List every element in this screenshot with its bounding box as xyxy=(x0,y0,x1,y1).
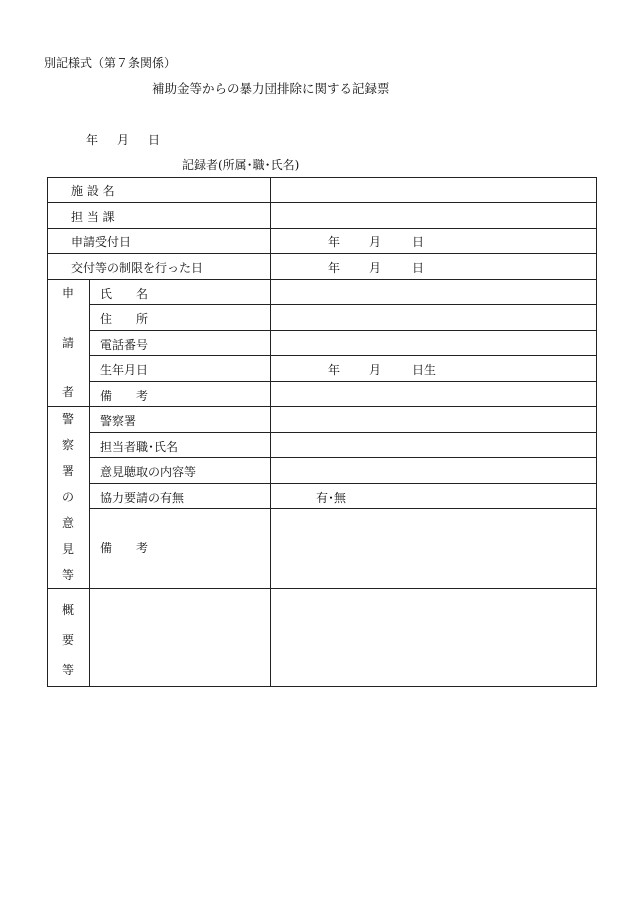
police-cooperation-label: 協力要請の有無 xyxy=(100,491,185,505)
recorder-label: 記録者(所属･職･氏名) xyxy=(182,158,300,172)
record-date-year: 年 xyxy=(86,133,99,147)
applicant-phone-label: 電話番号 xyxy=(100,338,149,352)
record-date-day: 日 xyxy=(148,133,161,147)
summary-group-char-2: 要 xyxy=(61,633,74,647)
birthdate-day: 日生 xyxy=(412,363,437,377)
applicant-group-char-1: 申 xyxy=(61,286,74,300)
police-group-char-3: 署 xyxy=(61,464,74,478)
document-title: 補助金等からの暴力団排除に関する記録票 xyxy=(152,81,390,96)
police-group-char-5: 意 xyxy=(61,516,74,530)
applicant-birthdate-label: 生年月日 xyxy=(100,363,149,377)
application-date-day: 日 xyxy=(412,235,425,249)
application-date-year: 年 xyxy=(328,235,341,249)
restriction-date-month: 月 xyxy=(369,261,382,275)
applicant-address-label: 住 所 xyxy=(100,312,149,326)
applicant-name-label: 氏 名 xyxy=(100,287,149,301)
police-group-char-4: の xyxy=(61,490,74,504)
application-date-month: 月 xyxy=(369,235,382,249)
restriction-date-day: 日 xyxy=(412,261,425,275)
police-remarks-label: 備 考 xyxy=(100,541,149,555)
department-label: 担 当 課 xyxy=(71,210,115,224)
police-group-char-6: 見 xyxy=(61,542,74,556)
police-cooperation-value: 有･無 xyxy=(316,491,347,505)
record-date-month: 月 xyxy=(117,133,130,147)
record-form-table xyxy=(47,177,597,687)
police-officer-label: 担当者職･氏名 xyxy=(100,440,179,454)
police-opinion-label: 意見聴取の内容等 xyxy=(100,465,197,479)
summary-group-char-1: 概 xyxy=(61,603,74,617)
restriction-date-label: 交付等の制限を行った日 xyxy=(71,261,204,275)
birthdate-month: 月 xyxy=(369,363,382,377)
facility-name-label: 施 設 名 xyxy=(71,184,115,198)
applicant-remarks-label: 備 考 xyxy=(100,389,149,403)
police-group-char-7: 等 xyxy=(61,568,74,582)
police-group-char-2: 察 xyxy=(61,438,74,452)
form-number-label: 別記様式（第７条関係） xyxy=(44,56,177,70)
application-date-label: 申請受付日 xyxy=(71,235,132,249)
summary-group-char-3: 等 xyxy=(61,663,74,677)
restriction-date-year: 年 xyxy=(328,261,341,275)
applicant-group-char-3: 者 xyxy=(61,385,74,399)
birthdate-year: 年 xyxy=(328,363,341,377)
police-station-label: 警察署 xyxy=(100,414,137,428)
applicant-group-char-2: 請 xyxy=(61,336,74,350)
police-group-char-1: 警 xyxy=(61,412,74,426)
